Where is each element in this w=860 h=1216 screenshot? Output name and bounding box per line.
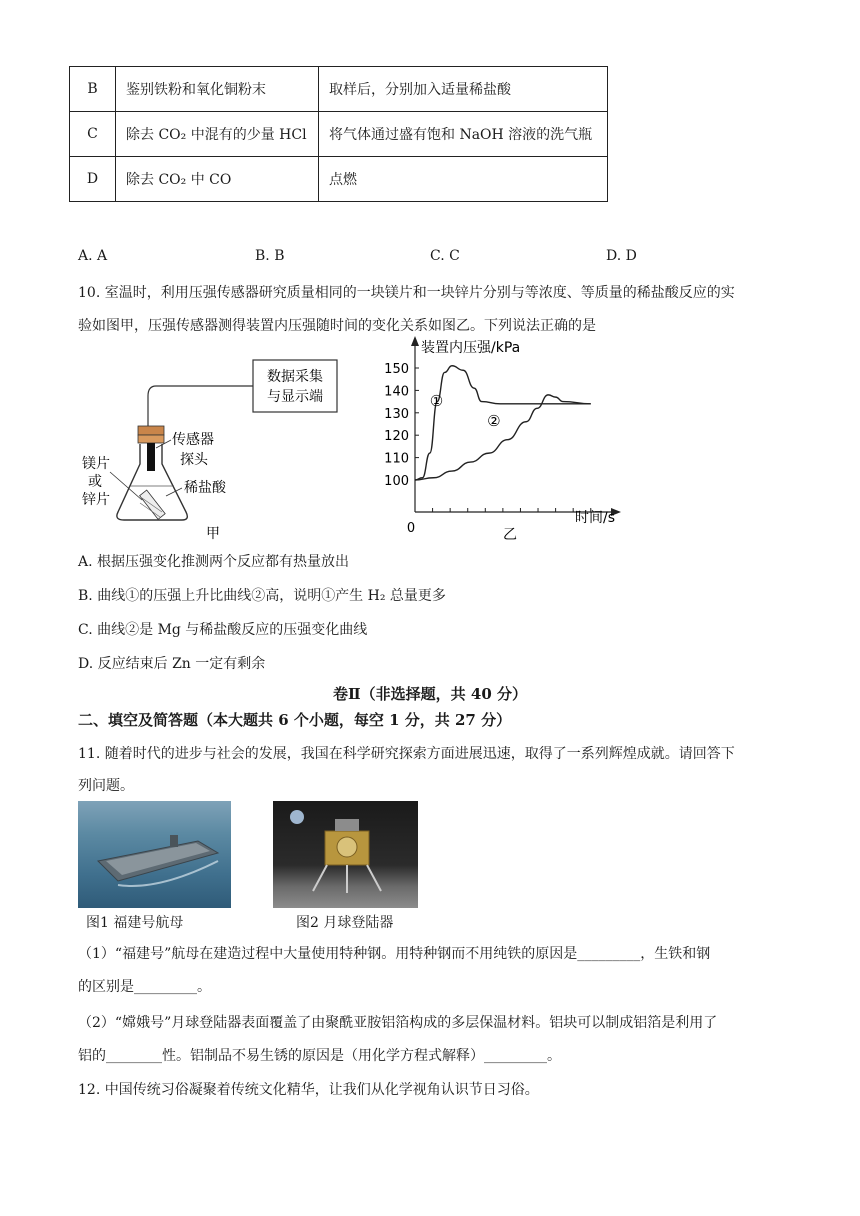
y-tick-label: 100	[384, 474, 409, 489]
row-method: 点燃	[319, 157, 608, 202]
metal-label-3: 锌片	[82, 492, 110, 508]
choice-a: A. A	[78, 248, 108, 264]
options-table	[69, 66, 608, 202]
y-tick-label: 140	[384, 384, 409, 400]
fig2-caption: 图2 月球登陆器	[296, 915, 394, 931]
q12-stem: 12. 中国传统习俗凝聚着传统文化精华，让我们从化学视角认识节日习俗。	[78, 1082, 539, 1098]
apparatus-figure	[78, 352, 358, 542]
row-purpose: 除去 CO₂ 中混有的少量 HCl	[116, 112, 319, 157]
choice-c: C. C	[430, 248, 460, 264]
series-line-1	[415, 366, 591, 480]
row-method: 取样后，分别加入适量稀盐酸	[319, 67, 608, 112]
carrier-island	[170, 835, 178, 847]
cable	[148, 386, 253, 427]
row-label: B	[70, 67, 116, 112]
carrier-photo	[78, 801, 231, 908]
section-heading: 二、填空及简答题（本大题共 6 个小题，每空 1 分，共 27 分）	[78, 711, 512, 729]
fig1-caption: 图1 福建号航母	[86, 915, 184, 931]
metal-strip	[140, 490, 166, 519]
q11-sub1-line2: 的区别是_________。	[78, 979, 211, 995]
q10-option-b: B. 曲线①的压强上升比曲线②高，说明①产生 H₂ 总量更多	[78, 588, 446, 604]
lander-leg	[367, 865, 381, 891]
choice-d: D. D	[606, 248, 637, 264]
table-row	[70, 157, 608, 202]
series-group	[415, 366, 591, 480]
box-label-2: 与显示端	[267, 389, 323, 405]
choice-b: B. B	[255, 248, 285, 264]
sensor-probe	[147, 443, 155, 471]
q10-stem-line2: 验如图甲，压强传感器测得装置内压强随时间的变化关系如图乙。下列说法正确的是	[78, 318, 596, 334]
sensor-label-1: 传感器	[172, 432, 214, 448]
q10-option-a: A. 根据压强变化推测两个反应都有热量放出	[78, 554, 350, 570]
q10-option-c: C. 曲线②是 Mg 与稀盐酸反应的压强变化曲线	[78, 622, 368, 638]
pressure-chart	[375, 330, 635, 545]
series-label-2: ②	[487, 412, 501, 431]
x-axis-label: 时间/s	[575, 510, 616, 526]
stopper	[138, 426, 164, 435]
q11-sub2-line2: 铝的________性。铝制品不易生锈的原因是（用化学方程式解释）_________。	[78, 1048, 561, 1064]
q10-stem-line1: 10. 室温时，利用压强传感器研究质量相同的一块镁片和一块锌片分别与等浓度、等质量的稀盐酸反应的实	[78, 285, 735, 301]
y-tick-label: 120	[384, 429, 409, 445]
box-label-1: 数据采集	[267, 369, 323, 385]
lander-photo	[273, 801, 418, 908]
row-purpose: 除去 CO₂ 中 CO	[116, 157, 319, 202]
row-method: 将气体通过盛有饱和 NaOH 溶液的洗气瓶	[319, 112, 608, 157]
row-label: D	[70, 157, 116, 202]
y-tick-label: 130	[384, 406, 409, 422]
y-ticks	[384, 362, 419, 489]
row-purpose: 鉴别铁粉和氧化铜粉末	[116, 67, 319, 112]
figure-caption-jia: 甲	[206, 526, 220, 542]
q11-stem-line1: 11. 随着时代的进步与社会的发展，我国在科学研究探索方面进展迅速，取得了一系列辉煌成就。请回答下	[78, 746, 735, 762]
origin-label: 0	[406, 521, 416, 536]
earth-icon	[290, 810, 304, 824]
series-label-1: ①	[429, 392, 444, 411]
part2-title: 卷Ⅱ（非选择题，共 40 分）	[333, 685, 527, 703]
y-tick-label: 110	[384, 451, 409, 467]
acid-label: 稀盐酸	[184, 480, 226, 496]
row-label: C	[70, 112, 116, 157]
table-row	[70, 112, 608, 157]
lander-leg	[313, 865, 327, 891]
q11-sub2-line1: （2）“嫦娥号”月球登陆器表面覆盖了由聚酰亚胺铝箔构成的多层保温材料。铝块可以制成铝箔是利用了	[78, 1015, 718, 1031]
y-tick-label: 150	[384, 362, 409, 377]
table-row	[70, 67, 608, 112]
q10-option-d: D. 反应结束后 Zn 一定有剩余	[78, 656, 266, 672]
q11-stem-line2: 列问题。	[78, 778, 134, 794]
metal-label-1: 镁片	[82, 456, 110, 472]
y-axis-label: 装置内压强/kPa	[421, 340, 521, 356]
figure-caption-yi: 乙	[503, 527, 517, 543]
y-axis-arrow	[411, 336, 419, 346]
q11-sub1-line1: （1）“福建号”航母在建造过程中大量使用特种钢。用特种钢而不用纯铁的原因是_________，生铁和钢	[78, 946, 711, 962]
sensor-label-2: 探头	[180, 452, 208, 468]
metal-label-2: 或	[88, 474, 102, 490]
